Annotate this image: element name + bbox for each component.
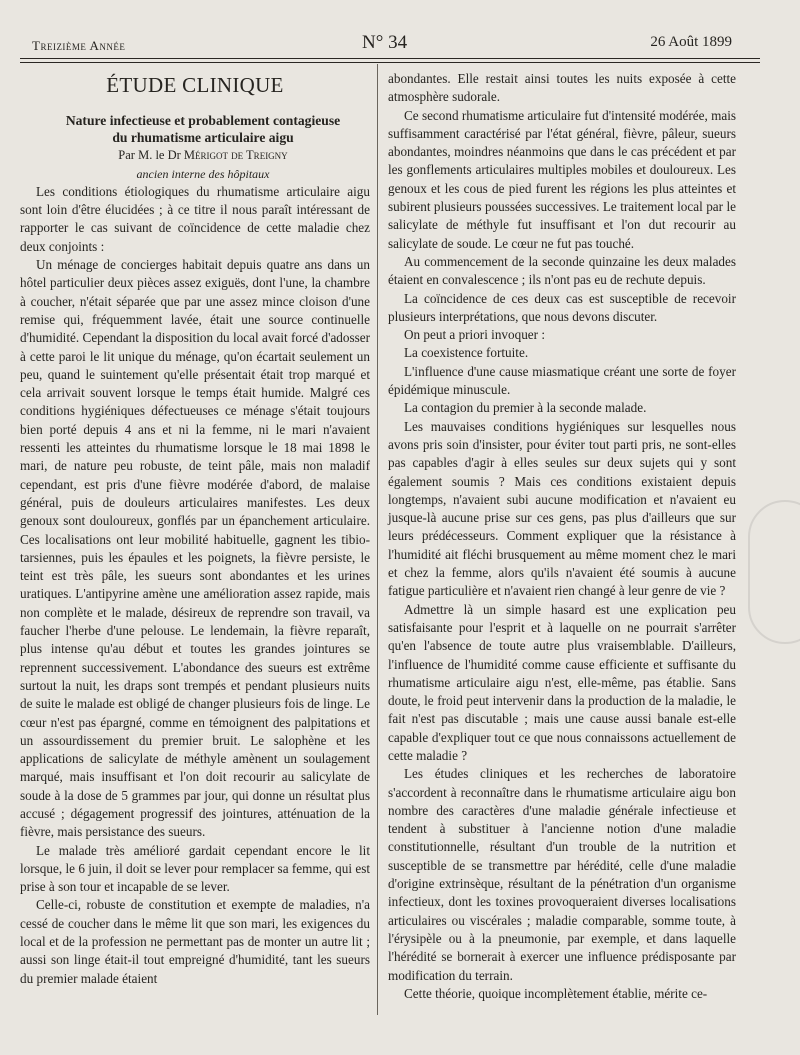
article-subtitle-line2: du rhumatisme articulaire aigu: [112, 130, 294, 146]
issue-date: 26 Août 1899: [650, 34, 732, 50]
header-rule: [20, 58, 760, 59]
paragraph: Le malade très amélioré gardait cependant encore le lit lorsque, le 6 juin, il doit se lever pour remplacer sa femme, qui est prise à son tour et incapable de se lever.: [20, 842, 370, 895]
article-author: [20, 146, 370, 164]
left-column: [20, 70, 370, 988]
library-stamp: [748, 500, 800, 644]
paragraph: La contagion du premier à la seconde malade.: [404, 400, 647, 416]
paragraph: Celle-ci, robuste de constitution et exempte de maladies, n'a cessé de coucher dans le même lit que son mari, les exigences du local et de la profession ne permettant pas de monter un autre lit ; aussi son linge était-il tout empreigné d'humidité, tant les sueurs du premier malade étaient: [20, 897, 370, 986]
paragraph: La coïncidence de ces deux cas est susceptible de recevoir plusieurs interprétations, que nous devons discuter.: [388, 290, 736, 324]
header-rule-thin: [20, 62, 760, 63]
paragraph: Les études cliniques et les recherches de laboratoire s'accordent à reconnaître dans le rhumatisme articulaire aigu bon nombre des caractères d'une maladie générale infectieuse et tendent à substituer à l'ancienne notion d'une maladie constitutionnelle, résultant d'un trouble de la nutrition et susceptible de se transmettre par hérédité, celle d'une maladie d'origine extrinsèque, résultant de la pénétration d'un organisme infectieux, dont les toxines provoqueraient diverses localisations articulaires ou viscérales ; maladie comparable, somme toute, à l'érysipèle ou à la pneumonie, par exemple, et dans laquelle l'hérédité se bornerait à exercer une influence prédisposante par modification du terrain.: [388, 766, 736, 983]
article-title: ÉTUDE CLINIQUE: [106, 73, 284, 97]
paragraph: L'influence d'une cause miasmatique créant une sorte de foyer épidémique minuscule.: [388, 363, 736, 398]
paragraph: Les mauvaises conditions hygiéniques sur lesquelles nous avons pris soin d'insister, pour éviter tout parti pris, ne sont-elles pas capables d'agir à elles seules sur deux sujets qui y sont également soumis ? Mais ces conditions existaient depuis longtemps, n'avaient subi aucune modification et n'avaient eu jusque-là aucune prise sur ces gens, pas plus d'ailleurs que sur leurs prédécesseurs. Comment expliquer que la résistance à l'humidité ait fléchi brusquement au même moment chez le mari et chez la femme, alors qu'ils n'avaient été soumis à aucune fatigue particulière et n'avaient rien changé à leur genre de vie ?: [388, 418, 736, 599]
article-subtitle-line1: Nature infectieuse et probablement contagieuse: [65, 113, 341, 129]
paragraph: On peut a priori invoquer :: [404, 327, 545, 343]
author-prefix: Par M. le Dr: [118, 148, 181, 163]
paragraph: abondantes. Elle restait ainsi toutes les nuits exposée à cette atmosphère sudorale.: [388, 71, 736, 105]
author-name: Mérigot de Treigny: [183, 148, 288, 163]
issue-number: N° 34: [362, 32, 408, 53]
column-divider: [377, 64, 378, 1015]
paragraph: Ce second rhumatisme articulaire fut d'intensité modérée, mais suffisamment caractérisé par l'état général, fièvre, pâleur, sueurs abondantes, moindres néanmoins que dans le cas précédent et par les gonflements articulaires multiples mobiles et douloureux. Les genoux et les cous de pied furent les régions les plus atteintes et subirent plusieurs poussées successives. Le traitement local par le salicylate de méthyle fut insuffisant et l'on dut recourir au salicylate de soude. Le cœur ne fut pas touché.: [388, 107, 736, 251]
page-header: [32, 30, 732, 56]
paragraph: Cette théorie, quoique incomplètement établie, mérite ce-: [404, 985, 708, 1001]
right-column: [388, 70, 736, 1003]
paragraph: Admettre là un simple hasard est une explication peu satisfaisante pour l'esprit et à laquelle on ne pourrait s'arrêter qu'en l'absence de toute autre plus vraisemblable. D'ailleurs, l'influence de l'humidité comme cause efficiente et suffisante du rhumatisme articulaire aigu n'est, elle-même, pas établie. Sans doute, le froid peut intervenir dans la production de la maladie, le fait n'est pas discutable ; mais une cause aussi banale est-elle capable d'expliquer tout ce que nous connaissons actuellement de cette maladie ?: [388, 601, 736, 763]
paragraph: Au commencement de la seconde quinzaine les deux malades étaient en convalescence ; ils n'ont pas eu de rechute depuis.: [388, 253, 736, 288]
paragraph: Un ménage de concierges habitait depuis quatre ans dans un hôtel particulier deux pièces assez exiguës, dont l'une, la chambre à coucher, n'était séparée que par une assez mince cloison d'une remise qui, fréquemment lavée, était une source continuelle d'humidité. Cependant la disposition du local avait forcé d'adosser à cette paroi le lit unique du ménage, qu'on écartait seulement un peu, quand le suintement qu'elle présentait était trop marqué et cela arrivait souvent lorsque le temps était humide. Malgré ces conditions hygiéniques défectueuses ce ménage s'était toujours bien porté depuis 4 ans et ni la femme, ni le mari n'avaient ressenti les atteintes du rhumatisme lorsque le 18 mai 1898 le mari, de nature peu robuste, de teint pâle, mais non maladif cependant, est pris d'une fièvre modérée d'abord, de malaise général, puis de douleurs articulaires manifestes. Les deux genoux sont douloureux, gonflés par un épanchement articulaire. Ces localisations ont leur mobilité habituelle, gagnent les tibio-tarsiennes, puis les épaules et les poignets, la fièvre persiste, le teint est très pâle, les sueurs sont abondantes et les urines uratiques. L'antipyrine amène une amélioration assez rapide, mais non complète et le malade, désireux de reprendre son travail, va faucher l'herbe d'une pelouse. Le lendemain, la fièvre reparaît, plus intense qu'au début et toutes les grandes jointures se reprennent successivement. L'abondance des sueurs est extrême surtout la nuit, les draps sont trempés et pendant plusieurs nuits de suite le malade est obligé de changer plusieurs fois de linge. Le cœur n'est pas épargné, comme en témoignent des palpitations et un assourdissement du premier bruit. Le salophène et les applications de salicylate de méthyle amènent un soulagement marqué, mais insuffisant et l'on doit recourir au salicylate de soude à la dose de 5 grammes par jour, qui donne un résultat plus accusé ; dégagement progressif des jointures, atténuation de la fièvre, mais persistance des sueurs.: [20, 257, 370, 840]
paragraph: La coexistence fortuite.: [404, 345, 529, 361]
author-role: ancien interne des hôpitaux: [136, 166, 270, 181]
paragraph: Les conditions étiologiques du rhumatisme articulaire aigu sont loin d'être élucidées ; à ce titre il nous paraît intéressant de rapporter le cas suivant de coïncidence de cette maladie chez deux conjoints :: [20, 183, 370, 254]
volume-label: Treizième Année: [32, 38, 126, 53]
